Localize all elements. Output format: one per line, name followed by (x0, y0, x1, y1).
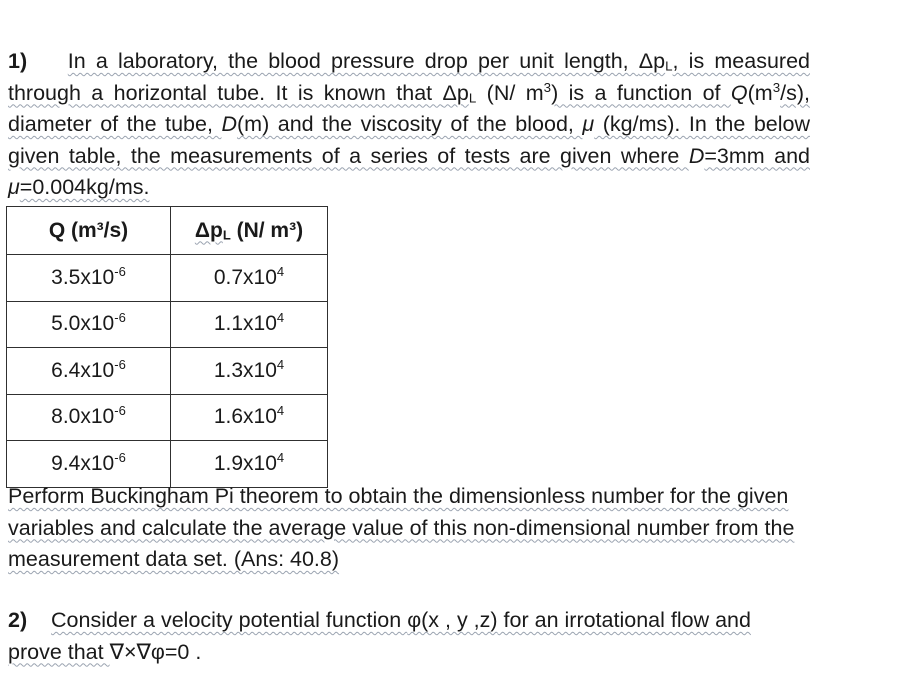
question-1-number: 1) (8, 49, 28, 73)
question-1-intro: 1) In a laboratory, the blood pressure drop per unit length, $\Delta p_L$, is measured through a horizontal tube. It is known that $\Delta p_L$ (N/ $m^3$) is a function of $Q(m^3/s)$, diameter of the tube, D(m) and the viscosity of the blood, μ (kg/ms). In the below given table, the measurements of a series of tests are given where D=3mm and μ=0.004kg/ms. (8, 49, 810, 199)
measurements-table (6, 206, 328, 488)
table-row (7, 301, 328, 348)
flow-rate-cell: $5.0x10^{-6}$ (7, 301, 171, 348)
flow-rate-cell: $6.4x10^{-6}$ (7, 348, 171, 395)
pressure-drop-cell: $1.3x10^4$ (171, 348, 328, 395)
pressure-drop-cell: $1.9x10^4$ (171, 441, 328, 488)
question-1-task: Perform Buckingham Pi theorem to obtain the dimensionless number for the given variables and calculate the average value of this non-dimensional number from the measurement data set. (Ans: 40.8) (8, 484, 795, 571)
flow-rate-cell: $9.4x10^{-6}$ (7, 441, 171, 488)
header-pressure-drop: $\Delta p_L$ (N/ m³) (171, 207, 328, 255)
velocity-potential-symbol: φ(x , y ,z) (407, 608, 498, 632)
table-row (7, 348, 328, 395)
pressure-drop-cell: $1.6x10^4$ (171, 394, 328, 441)
flow-rate-cell: $3.5x10^{-6}$ (7, 255, 171, 302)
table-row (7, 394, 328, 441)
table-row (7, 255, 328, 302)
pressure-drop-cell: $0.7x10^4$ (171, 255, 328, 302)
table-header-row (7, 207, 328, 255)
flow-rate-cell: $8.0x10^{-6}$ (7, 394, 171, 441)
header-flow-rate: Q (m³/s) (7, 207, 171, 255)
question-2-number: 2) (8, 608, 28, 632)
curl-expression: ∇×∇φ=0 . (109, 639, 202, 664)
question-2: 2) Consider a velocity potential function φ(x , y ,z) for an irrotational flow and prove that ∇×∇φ=0 . (8, 608, 751, 664)
pressure-drop-cell: $1.1x10^4$ (171, 301, 328, 348)
